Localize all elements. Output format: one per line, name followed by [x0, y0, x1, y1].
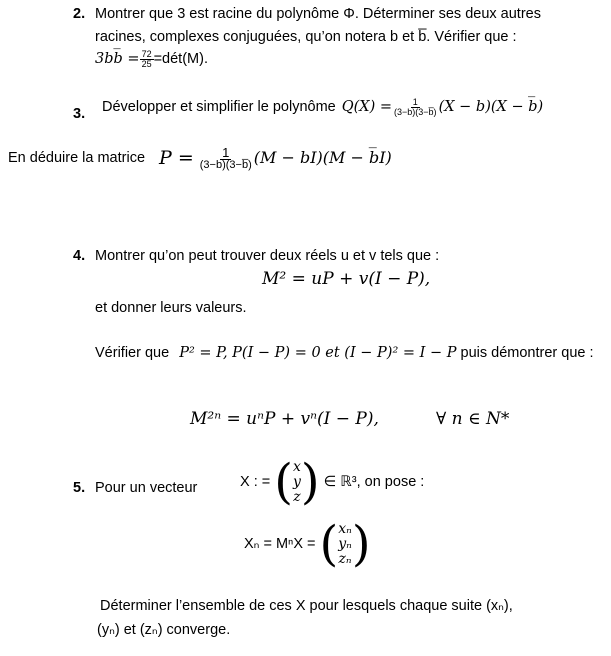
q3-text: Développer et simplifier le polynôme: [102, 99, 336, 116]
q4-verify-line: [95, 345, 594, 362]
q5-vec1-x: x: [292, 458, 301, 475]
q2-frac-den: 25: [141, 59, 152, 69]
q5-vec2-y: yₙ: [338, 535, 352, 552]
q5-vec1-lparen: (: [274, 454, 293, 510]
q3-p-fraction: [198, 146, 254, 171]
q5-vec1-y: y: [292, 473, 301, 490]
q5-x-lhs: X : =: [240, 473, 271, 490]
q4-verify: Vérifier que: [95, 345, 170, 361]
q5-vector1: [293, 460, 301, 505]
q5-in-r3: ∈ ℝ³, on pose :: [323, 473, 425, 490]
q4-equation2: M²ⁿ = uⁿP + vⁿ(I − P),: [190, 409, 379, 429]
q3-q-rhs: (X − b)(X − b̅): [438, 99, 544, 116]
q5-vec2-z: zₙ: [338, 550, 352, 567]
q5-xn-def: [244, 516, 371, 572]
q5-final-line2: (yₙ) et (zₙ) converge.: [97, 622, 231, 638]
q3-p-rhs: (M − bI)(M − b̅I): [253, 148, 392, 168]
q5-vec1-rparen: ): [300, 454, 320, 510]
q3-p-frac-den: (3−b)(3−b̅): [199, 159, 252, 171]
q3-p-lhs: P =: [159, 146, 194, 169]
q3-p-frac-num: 1: [222, 145, 230, 160]
q5-vec2-x: xₙ: [338, 520, 352, 537]
q4-verify-eq: P² = P, P(I − P) = 0 et (I − P)² = I − P: [179, 345, 457, 361]
q5-vector2: [338, 522, 352, 567]
q3-deduce-text: En déduire la matrice: [8, 150, 146, 167]
q3-frac-num: 1: [412, 97, 418, 107]
q5-number: 5.: [73, 480, 86, 496]
q3-fraction: [392, 98, 439, 117]
q3-number: 3.: [73, 106, 86, 122]
q4-number: 4.: [73, 248, 86, 264]
q4-equation1: M² = uP + v(I − P),: [262, 269, 431, 289]
q3-frac-den: (3−b)(3−b̅): [394, 107, 437, 117]
q2-frac-num: 72: [141, 49, 152, 59]
q2-rhs: =dét(M).: [153, 51, 208, 68]
q3-q-lhs: Q(X) =: [341, 99, 393, 116]
q2-line1: Montrer que 3 est racine du polynôme Φ. Déterminer ses deux autres: [95, 6, 541, 22]
q4-verify-end: puis démontrer que :: [460, 345, 594, 361]
q2-line2: racines, complexes conjuguées, qu’on notera b et b̅. Vérifier que :: [95, 29, 517, 45]
q4-text: Montrer qu’on peut trouver deux réels u et v tels que :: [95, 248, 440, 264]
q5-vec2-rparen: ): [351, 516, 371, 572]
q5-vec2-lparen: (: [319, 516, 339, 572]
q4-text2: et donner leurs valeurs.: [95, 300, 247, 316]
q2-equation: [95, 50, 208, 69]
q3-deduce-line: [8, 146, 392, 171]
q2-number: 2.: [73, 6, 86, 22]
q5-text: Pour un vecteur: [95, 480, 198, 496]
q2-lhs: 3bb̅ =: [95, 51, 140, 68]
q3-line: [102, 98, 543, 117]
q5-vec1-z: z: [293, 488, 301, 505]
q5-final-line1: Déterminer l’ensemble de ces X pour lesquels chaque suite (xₙ),: [100, 598, 513, 614]
q4-forall: ∀ n ∈ N*: [436, 409, 510, 429]
q2-fraction: [140, 50, 154, 69]
q5-xn-lhs: Xₙ = MⁿX =: [244, 535, 316, 552]
q5-x-def: [240, 454, 425, 510]
